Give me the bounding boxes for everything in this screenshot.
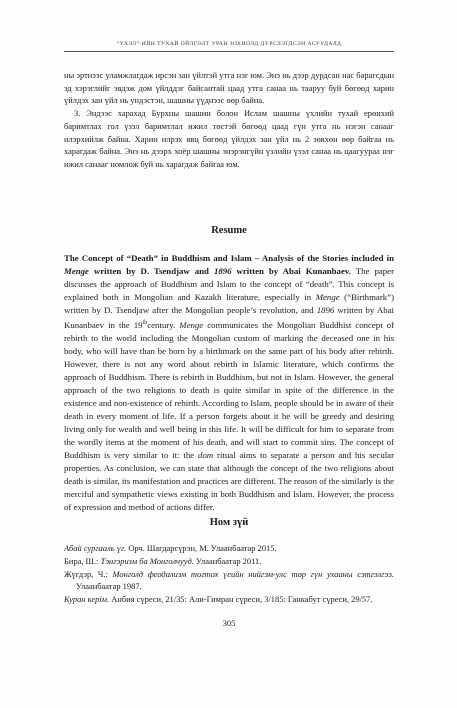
resume-1896: 1896 xyxy=(316,305,335,315)
intro-paragraph-1: ны эртнээс уламжлагдаж ирсэн зан үйлтэй утга нэг юм. Энэ нь дээр дурдсан нас барагсдын эд хэрэглийг эвдэж дом үйлддэг байсантай цаад утга санаа нь тааруу буй бөгөөд харин үйлдэх зан үйл нь ундэстэн, шашны үүднээс өөр байна. xyxy=(64,70,394,106)
resume-dom: dom xyxy=(198,449,214,460)
reference-details: Анбия сүреси, 21/35: Али-Гимран сүреси, 3/185: Ганкабут сүреси, 29/57. xyxy=(109,594,373,605)
reference-author: Бира, Ш.: xyxy=(64,555,101,566)
resume-menge: Menge xyxy=(315,292,340,302)
resume-title-menge: Menge xyxy=(64,266,89,276)
resume-body: written by Abai Kunanbaev in the 19 xyxy=(64,305,394,330)
references-heading: Ном зүй xyxy=(209,517,249,528)
page-number: 305 xyxy=(222,618,236,628)
resume-title-1896: 1896 xyxy=(213,266,232,276)
reference-title: Тэнгэризм ба Монголчууд. xyxy=(100,555,194,566)
resume-body: century. xyxy=(147,319,180,330)
resume-heading: Resume xyxy=(211,225,247,236)
resume-menge: Menge xyxy=(179,319,204,330)
resume-body: ritual aims to separate a person and his secular properties. As conclusion, we can state that although the concept of the two religions about death is similar, its manifestation and practices are different. The reason of the similarly is the merciful and sympathetic views existing in both Buddhism and Islam. However, the process of expression and method of actions differ. xyxy=(64,449,394,512)
intro-text xyxy=(64,69,394,171)
resume-superscript: th xyxy=(142,320,148,326)
reference-title: Монголд феодализм тогтох үеийн нийгэм-улс төр гүн ухааны сэтгэлгээ. xyxy=(112,568,394,579)
reference-item xyxy=(64,542,394,555)
running-head: “ҮХЭЛ”-ИЙН ТУХАЙ ОЙЛГОЛТ УРАН ЗОХИОЛД ДҮРСЛЭГДСЭН АСУУДАЛД xyxy=(116,41,342,47)
reference-details: Улаанбаатар 2011. xyxy=(193,555,262,566)
resume-title-part: written by Abai Kunanbaev. xyxy=(231,266,351,276)
reference-title: Куран керім. xyxy=(64,594,110,605)
reference-details: Орч. Шагдарсүрэн, М. Улаанбаатар 2015. xyxy=(126,543,277,553)
references-list xyxy=(64,542,394,606)
reference-title: Абай сургааль үг. xyxy=(64,543,127,553)
resume-body: communicates the Mongolian Buddhist concept of rebirth to the world including the Mongolian custom of marking the deceased one in his body, who will have than be born by a birthmark on the same part of his body after rebirth. However, there is not any word about rebirth in Islamic literature, which confirms the approach of Buddhism. There is rebirth in Buddhism, but not in Islam. However, the general approach of the two religions to death is quite similar in spite of the difference in the existence and non-existence of rebirth. According to Islam, people should be in aware of their death in every moment of life. If a person forgets about it he will be greedy and desiring living only for wealth and well being in this life. It will be difficult for him to separate from the wordly items at the moment of his death, and will start to commit sins. The concept of Buddhism is very similar to it: the xyxy=(64,319,395,460)
resume-body: (“Birthmark”) written by D. Tsendjaw after the Mongolian people’s revolution, and xyxy=(64,292,394,315)
resume-title-part: The Concept of “Death” in Buddhism and Islam – Analysis of the Stories included in xyxy=(64,253,394,263)
reference-details: Улаанбаатар 1987. xyxy=(76,581,142,592)
resume-title-part: written by D. Tsendjaw and xyxy=(88,266,214,276)
reference-item xyxy=(64,568,394,594)
resume-body: The paper discusses the approach of Buddhism and Islam to the concept of “death”. This concept is explained both in Mongolian and Kazakh literature, especially in xyxy=(64,266,394,302)
reference-item xyxy=(64,555,394,568)
reference-item xyxy=(64,593,394,606)
intro-paragraph-2: 3. Эндээс харахад Бурхны шашин болон Ислам шашны үхлийн тухай ерөнхий баримтлах гол үзэл баримтлал ижил төстэй бөгөөд цаад гүн утга нь нэгэн санааг илэрхийлж байна. Харин илрэх явц бөгөөд үйлдэх зан үйл нь 2 зөвхөн өөр байгаа нь харагдаж байна. Энэ нь дээрх хоёр шашны энэрэнгүйн үзлийн үзэл санаа нь цаагуураа нэг ижил санааг номлож буй нь харагдаж байгаа юм. xyxy=(64,108,394,169)
resume-paragraph xyxy=(64,252,394,514)
header-rule xyxy=(64,51,394,52)
reference-author: Жүгдэр, Ч.: xyxy=(64,568,113,579)
